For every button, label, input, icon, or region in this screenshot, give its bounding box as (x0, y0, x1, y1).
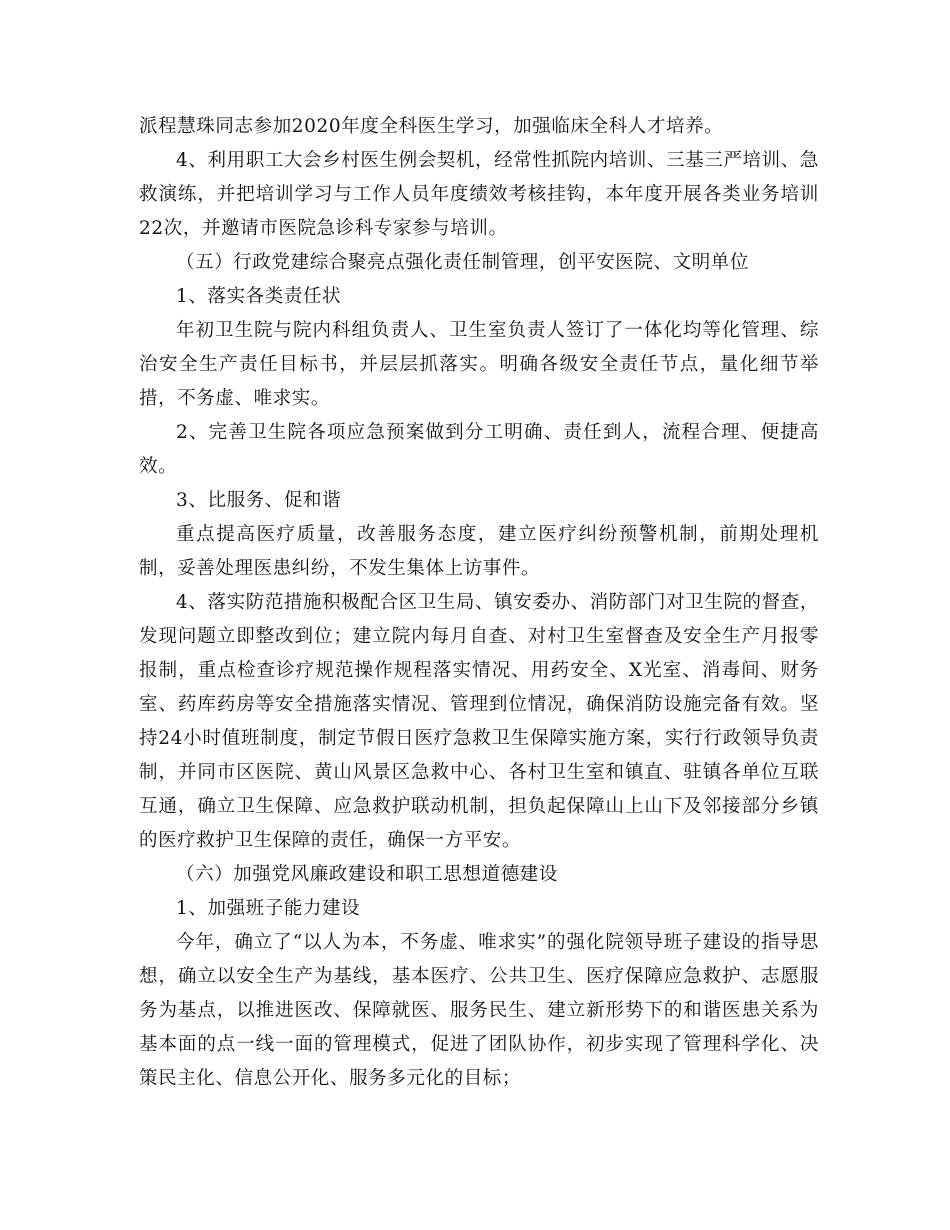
section-heading-6: （六）加强党风廉政建设和职工思想道德建设 (176, 864, 559, 885)
subheading-service: 3、比服务、促和谐 (176, 490, 342, 511)
paragraph-leadership: 今年，确立了“以人为本，不务虚、唯求实”的强化院领导班子建设的指导思想，确立以安全生产为基线，基本医疗、公共卫生、医疗保障应急救护、志愿服务为基点，以推进医改、保障就医、服务民生、建立新形势下的和谐医患关系为基本面的点一线一面的管理模式，促进了团队协作，初步实现了管理科学化、决策民主化、信息公开化、服务多元化的目标； (139, 932, 819, 1089)
paragraph-emergency-plans: 2、完善卫生院各项应急预案做到分工明确、责任到人，流程合理、便捷高效。 (139, 422, 819, 477)
subheading-responsibility: 1、落实各类责任状 (176, 286, 342, 307)
subheading-leadership: 1、加强班子能力建设 (176, 898, 361, 919)
paragraph-1: 派程慧珠同志参加2020年度全科医生学习，加强临床全科人才培养。 (139, 116, 724, 137)
paragraph-2: 4、利用职工大会乡村医生例会契机，经常性抓院内培训、三基三严培训、急救演练，并把培训学习与工作人员年度绩效考核挂钩，本年度开展各类业务培训22次，并邀请市医院急诊科专家参与培训。 (139, 150, 819, 239)
document-body (139, 110, 819, 1096)
paragraph-prevention: 4、落实防范措施积极配合区卫生局、镇安委办、消防部门对卫生院的督查，发现问题立即整改到位；建立院内每月自查、对村卫生室督查及安全生产月报零报制，重点检查诊疗规范操作规程落实情况、用药安全、X光室、消毒间、财务室、药库药房等安全措施落实情况、管理到位情况，确保消防设施完备有效。坚持24小时值班制度，制定节假日医疗急救卫生保障实施方案，实行行政领导负责制，并同市区医院、黄山风景区急救中心、各村卫生室和镇直、驻镇各单位互联互通，确立卫生保障、应急救护联动机制，担负起保障山上山下及邻接部分乡镇的医疗救护卫生保障的责任，确保一方平安。 (139, 592, 819, 851)
section-heading-5: （五）行政党建综合聚亮点强化责任制管理，创平安医院、文明单位 (176, 252, 750, 273)
paragraph-service: 重点提高医疗质量，改善服务态度，建立医疗纠纷预警机制，前期处理机制，妥善处理医患纠纷，不发生集体上访事件。 (139, 524, 819, 579)
paragraph-responsibility: 年初卫生院与院内科组负责人、卫生室负责人签订了一体化均等化管理、综治安全生产责任目标书，并层层抓落实。明确各级安全责任节点，量化细节举措，不务虚、唯求实。 (139, 320, 819, 409)
